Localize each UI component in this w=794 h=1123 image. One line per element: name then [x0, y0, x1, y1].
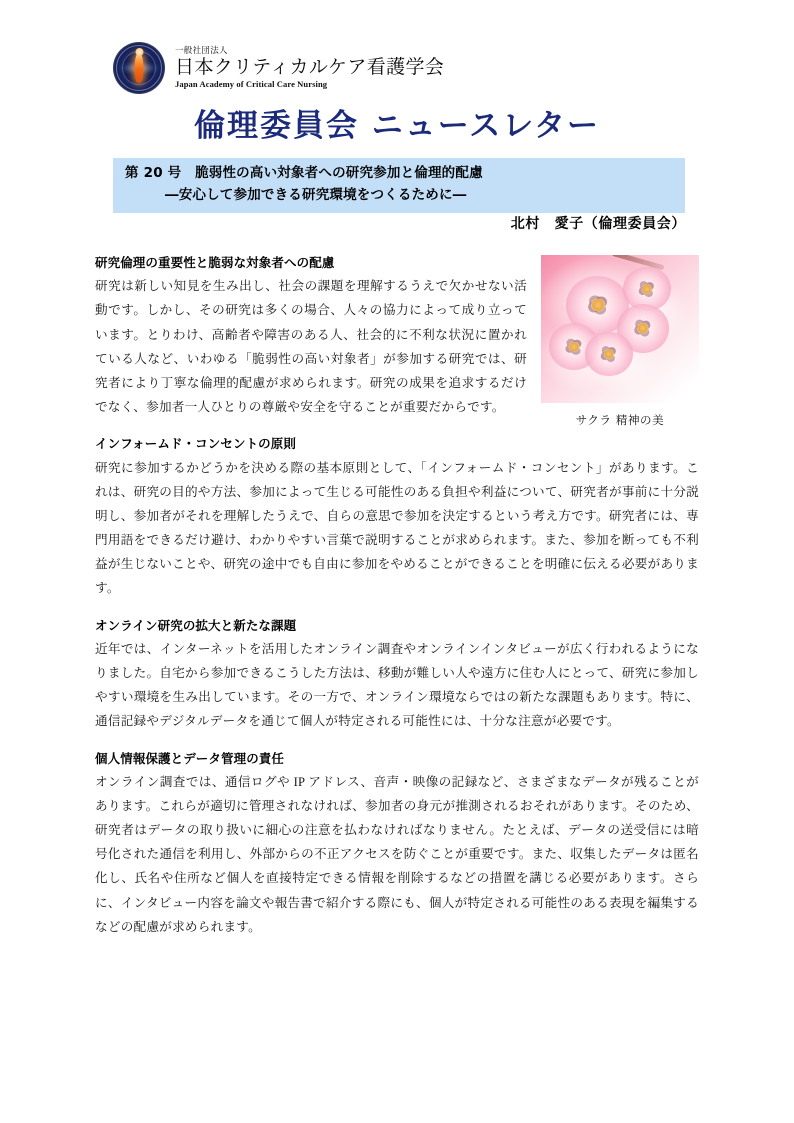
issue-banner-line-1: 第 20 号 脆弱性の高い対象者への研究参加と倫理的配慮 — [125, 165, 483, 181]
section-body: 近年では、インターネットを活用したオンライン調査やオンラインインタビューが広く行われるようになりました。自宅から参加できるこうした方法は、移動が難しい人や遠方に住む人にとって、研究に参加しやすい環境を生み出しています。その一方で、オンライン環境ならではの新たな課題もあります。特に、通信記録やデジタルデータを通じて個人が特定される可能性には、十分な注意が必要です。 — [95, 641, 699, 729]
section-research-ethics — [95, 255, 699, 427]
seal-figure — [135, 53, 144, 83]
society-legal-kind: 一般社団法人 — [175, 45, 228, 56]
section-heading: インフォームド・コンセントの原則 — [95, 436, 296, 452]
cherry-blossom-photo — [541, 255, 699, 403]
author-byline: 北村 愛子（倫理委員会） — [510, 216, 686, 232]
blossom-shape — [585, 332, 632, 376]
section-online-research — [95, 618, 699, 734]
section-heading: オンライン研究の拡大と新たな課題 — [95, 617, 297, 633]
society-logo-header — [113, 42, 444, 94]
society-seal-icon — [113, 42, 165, 94]
section-heading: 研究倫理の重要性と脆弱な対象者への配慮 — [95, 255, 335, 270]
society-name-block — [175, 47, 444, 90]
section-informed-consent — [95, 436, 699, 600]
photo-caption: サクラ 精神の美 — [575, 413, 665, 427]
society-name-ja: 日本クリティカルケア看護学会 — [175, 55, 445, 78]
issue-banner — [113, 158, 685, 213]
section-body: 研究に参加するかどうかを決める際の基本原則として、「インフォームド・コンセント」があります。これは、研究の目的や方法、参加によって生じる可能性のある負担や利益について、研究者が事前に十分説明し、参加者がそれを理解したうえで、自らの意思で参加を決定するという考え方です。研究者には、専門用語をできるだけ避け、わかりやすい言葉で説明することが求められます。また、参加を断っても不利益が生じないことや、研究の途中でも自由に参加をやめることができることを明確に伝える必要があります。 — [95, 460, 699, 596]
section-body: オンライン調査では、通信ログや IP アドレス、音声・映像の記録など、さまざまなデータが残ることがあります。これらが適切に管理されなければ、参加者の身元が推測されるおそれがあります。そのため、研究者はデータの取り扱いに細心の注意を払わなければなりません。たとえば、データの送受信には暗号化された通信を利用し、外部からの不正アクセスを防ぐことが重要です。また、収集したデータは匿名化し、氏名や住所など個人を直接特定できる情報を削除するなどの措置を講じる必要があります。さらに、インタビュー内容を論文や報告書で紹介する際にも、個人が特定される可能性のある表現を編集するなどの配慮が求められます。 — [95, 774, 699, 934]
article-content — [95, 255, 699, 939]
society-name-en: Japan Academy of Critical Care Nursing — [175, 79, 328, 90]
section-heading: 個人情報保護とデータ管理の責任 — [95, 750, 285, 766]
page-title: 倫理委員会 ニュースレター — [193, 108, 600, 144]
section-body: 研究は新しい知見を生み出し、社会の課題を理解するうえで欠かせない活動です。しかし、その研究は多くの場合、人々の協力によって成り立っています。とりわけ、高齢者や障害のある人、社会的に不利な状況に置かれている人など、いわゆる「脆弱性の高い対象者」が参加する研究では、研究者により丁寧な倫理的配慮が求められます。研究の成果を追求するだけでなく、参加者一人ひとりの尊厳や安全を守ることが重要だからです。 — [95, 279, 527, 415]
issue-banner-line-2: ―安心して参加できる研究環境をつくるために― — [165, 186, 467, 203]
section-data-protection — [95, 751, 699, 939]
cherry-blossom-figure — [541, 255, 699, 428]
